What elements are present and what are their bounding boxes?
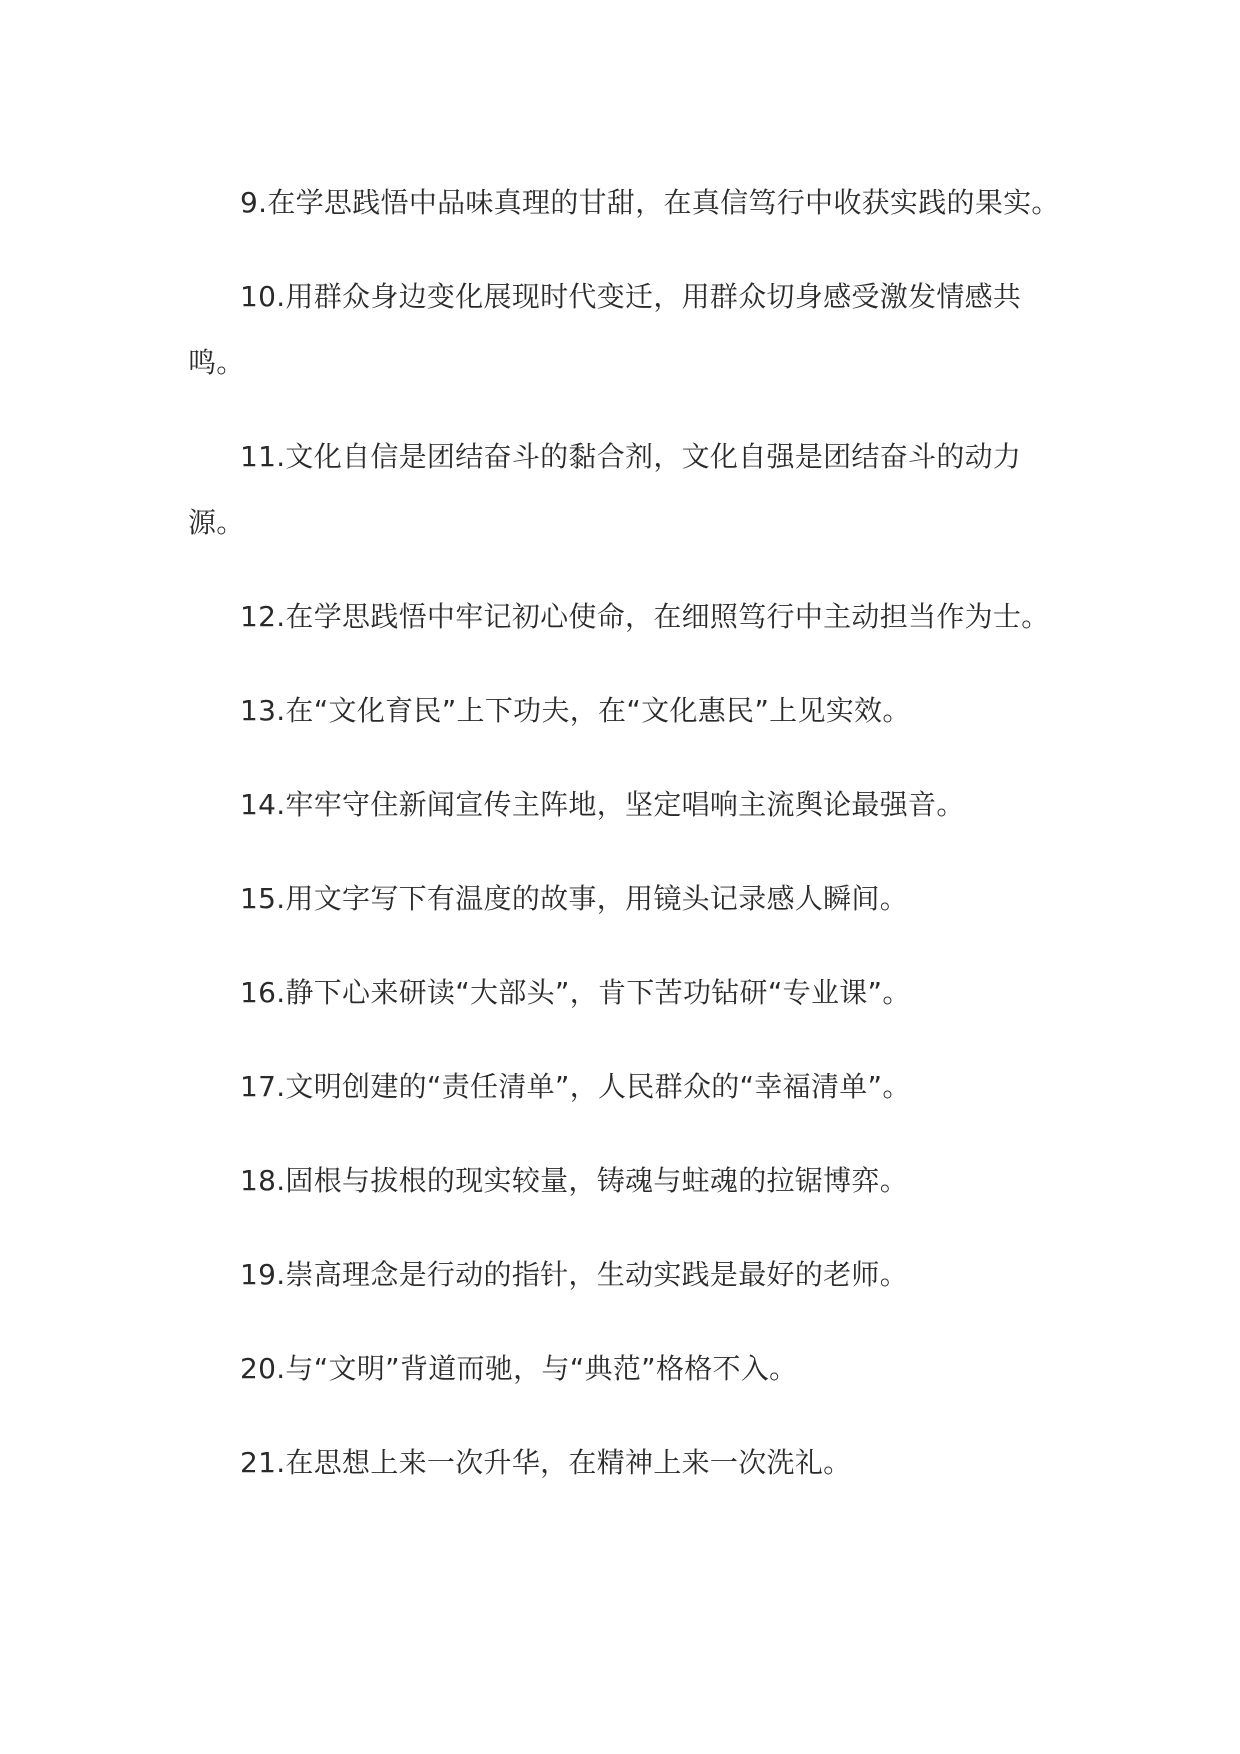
paragraph-11: 11.文化自信是团结奋斗的黏合剂，文化自强是团结奋斗的动力源。: [188, 440, 1022, 539]
paragraph-9: 9.在学思践悟中品味真理的甘甜，在真信笃行中收获实践的果实。: [240, 186, 1060, 219]
paragraph-20: 20.与“文明”背道而驰，与“典范”格格不入。: [240, 1352, 798, 1385]
paragraph-18: 18.固根与拔根的现实较量，铸魂与蛀魂的拉锯博弈。: [240, 1164, 909, 1197]
paragraph-12: 12.在学思践悟中牢记初心使命，在细照笃行中主动担当作为士。: [240, 600, 1050, 633]
paragraph-10: 10.用群众身边变化展现时代变迁，用群众切身感受激发情感共鸣。: [188, 280, 1022, 379]
document-body: [188, 170, 1064, 1524]
paragraph-21: 21.在思想上来一次升华，在精神上来一次洗礼。: [240, 1446, 852, 1479]
paragraph-17: 17.文明创建的“责任清单”，人民群众的“幸福清单”。: [240, 1070, 911, 1103]
paragraph-13: 13.在“文化育民”上下功夫，在“文化惠民”上见实效。: [240, 694, 911, 727]
paragraph-15: 15.用文字写下有温度的故事，用镜头记录感人瞬间。: [240, 882, 909, 915]
paragraph-16: 16.静下心来研读“大部头”，肯下苦功钻研“专业课”。: [240, 976, 911, 1009]
paragraph-19: 19.崇高理念是行动的指针，生动实践是最好的老师。: [240, 1258, 909, 1291]
paragraph-14: 14.牢牢守住新闻宣传主阵地，坚定唱响主流舆论最强音。: [240, 788, 965, 821]
